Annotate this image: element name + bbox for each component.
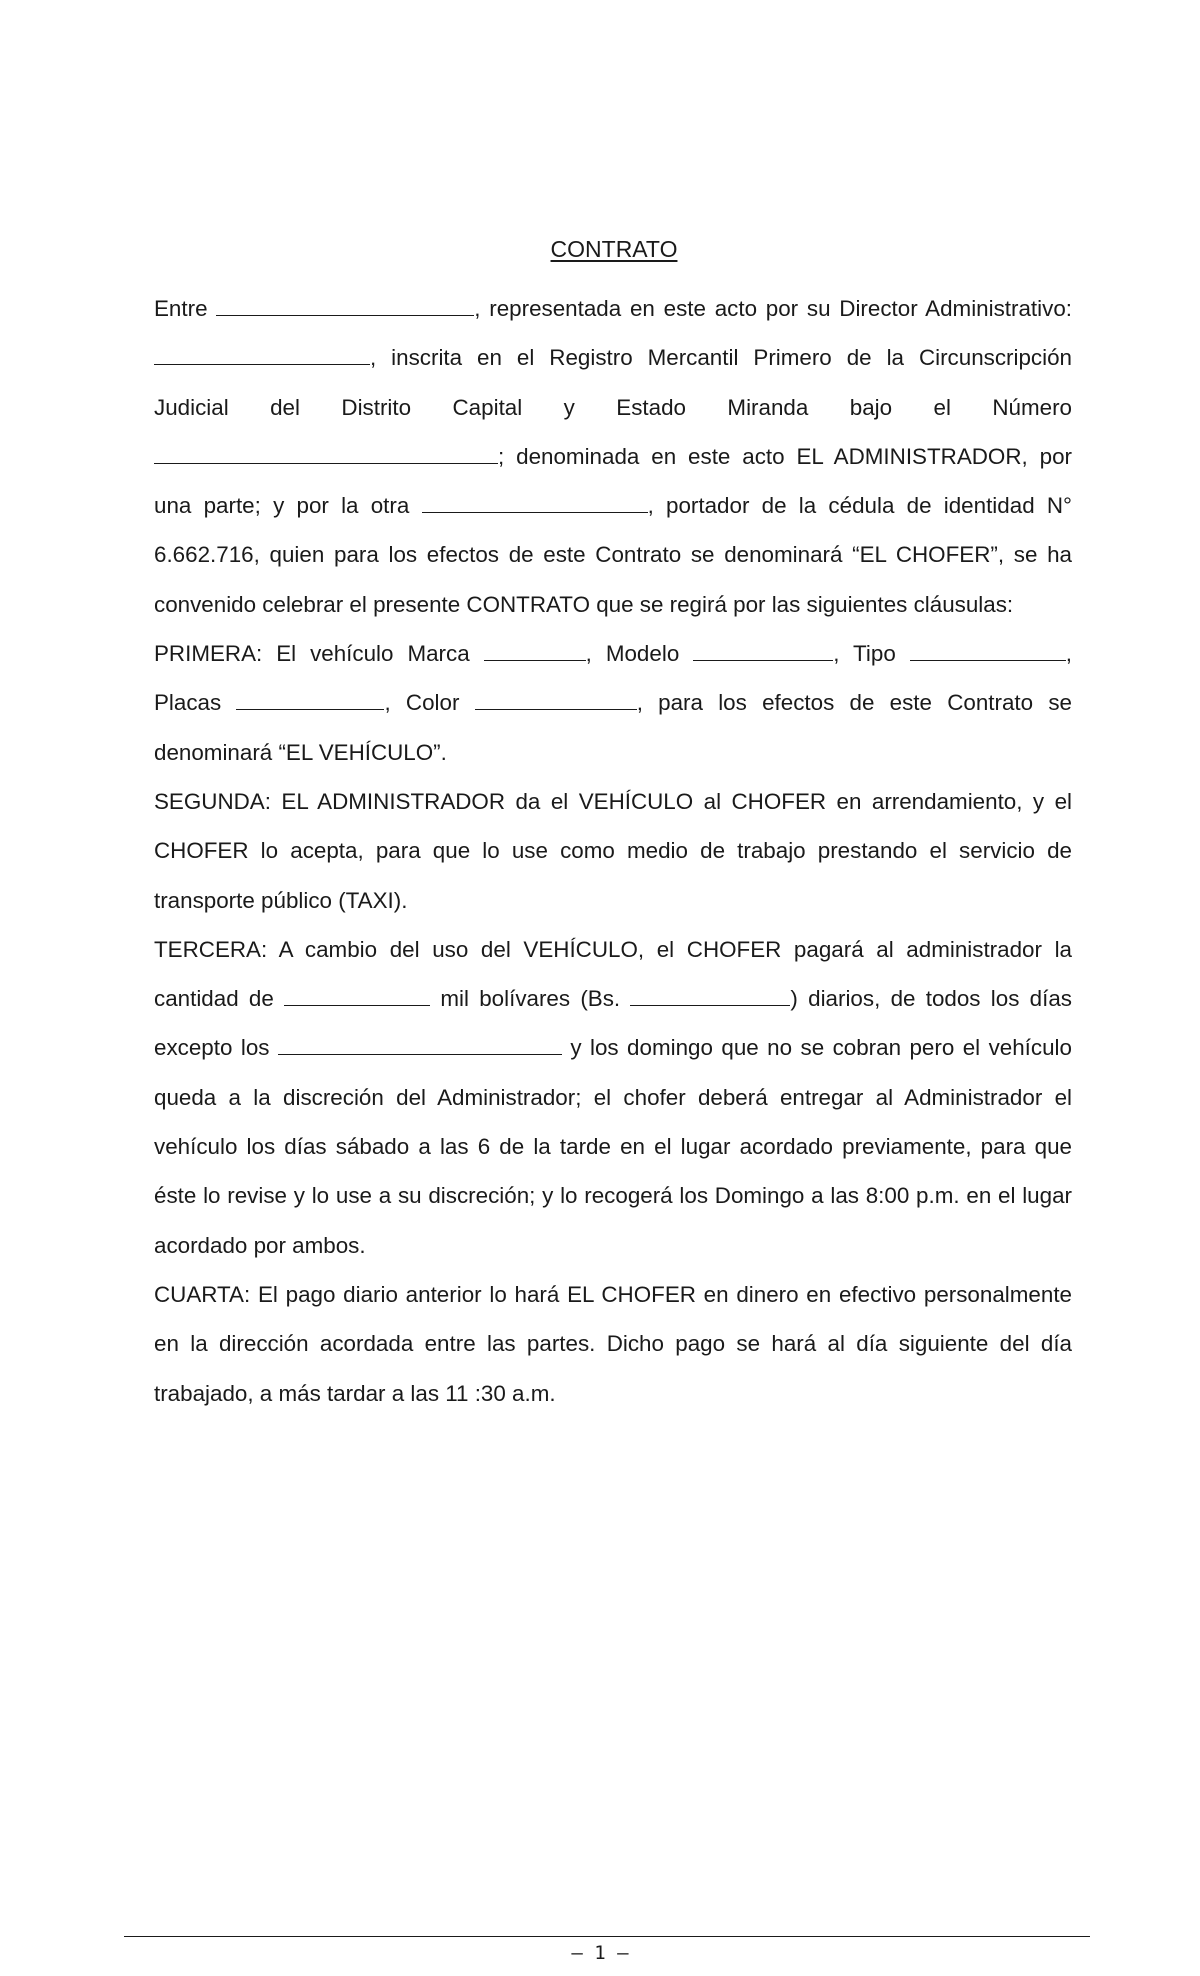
page-number: – 1 –	[571, 1942, 629, 1964]
plates-blank	[236, 688, 384, 710]
primera-text-4: , Placas	[154, 641, 1072, 716]
intro-text-5: , portador de la cédula de identidad N° 6.662.716, quien para los efectos de este Contrato se denominará “EL CHOFER”, se ha convenido celebrar el presente CONTRATO que se regirá por las siguientes cláusulas:	[154, 493, 1072, 617]
brand-blank	[484, 639, 586, 661]
paragraph-intro	[154, 284, 1072, 629]
tercera-text-1: TERCERA: A cambio del uso del VEHÍCULO, el CHOFER pagará al administrador la cantidad de	[154, 936, 1072, 1012]
primera-text-1: PRIMERA: El vehículo Marca	[154, 641, 470, 667]
document-title: CONTRATO	[550, 236, 678, 262]
tercera-text-3: ) diarios, de todos los días excepto los	[154, 986, 1072, 1061]
model-blank	[693, 639, 833, 661]
primera-text-2: , Modelo	[585, 641, 680, 667]
primera-text-3: , Tipo	[833, 641, 896, 667]
footer-divider	[124, 1936, 1090, 1937]
primera-text-5: , Color	[384, 690, 460, 716]
amount-number-blank	[630, 984, 790, 1006]
company-name-blank	[216, 294, 474, 316]
intro-text-1: Entre	[154, 296, 208, 321]
tercera-text-2: mil bolívares (Bs.	[440, 986, 621, 1012]
clause-primera	[154, 629, 1072, 777]
tercera-text-4: y los domingo que no se cobran pero el vehículo queda a la discreción del Administrador; el chofer deberá entregar al Administrador el vehículo los días sábado a las 6 de la tarde en el lugar acordado previamente, para que éste lo revise y lo use a su discreción; y lo recogerá los Domingo a las 8:00 p.m. en el lugar acordado por ambos.	[154, 1035, 1072, 1258]
clause-segunda: SEGUNDA: EL ADMINISTRADOR da el VEHÍCULO al CHOFER en arrendamiento, y el CHOFER lo acepta, para que lo use como medio de trabajo prestando el servicio de transporte público (TAXI).	[154, 788, 1072, 913]
intro-text-2: , representada en este acto por su Director Administrativo:	[474, 296, 1072, 321]
registry-number-blank	[154, 442, 498, 464]
primera-text-6: , para los efectos de este Contrato se denominará “EL VEHÍCULO”.	[154, 690, 1072, 765]
intro-text-3: , inscrita en el Registro Mercantil Primero de la Circunscripción Judicial del Distrito Capital y Estado Miranda bajo el Número	[154, 345, 1072, 420]
type-blank	[910, 639, 1066, 661]
amount-words-blank	[284, 984, 430, 1006]
intro-text-4: ; denominada en este acto EL ADMINISTRADOR, por una parte; y por la otra	[154, 443, 1072, 519]
clause-cuarta: CUARTA: El pago diario anterior lo hará EL CHOFER en dinero en efectivo personalmente en la dirección acordada entre las partes. Dicho pago se hará al día siguiente del día trabajado, a más tardar a las 11 :30 a.m.	[154, 1281, 1072, 1406]
driver-name-blank	[422, 491, 648, 513]
color-blank	[475, 688, 637, 710]
excepted-days-blank	[278, 1033, 562, 1055]
contract-body	[154, 284, 1072, 1418]
director-name-blank	[154, 343, 370, 365]
clause-tercera	[154, 925, 1072, 1270]
